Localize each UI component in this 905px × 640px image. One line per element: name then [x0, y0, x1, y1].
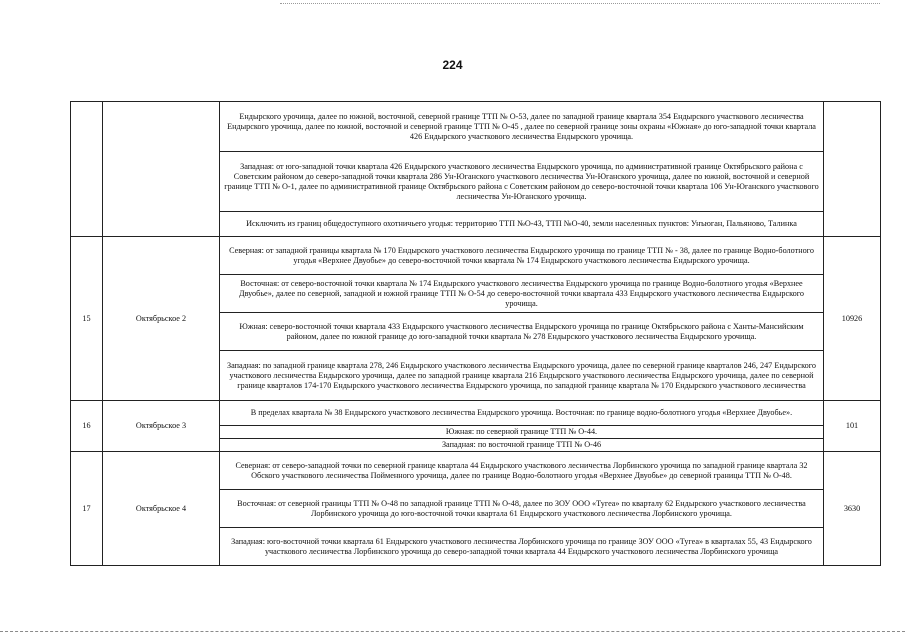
boundary-description: Северная: от западной границы квартала № 170 Ендырского участкового лесничества Ендырского урочища по границе ТТП № - 38, далее по границе Водно-болотного угодья «Верхнее Двуобье» до северо-восточной точки квартала № 174 Ендырского участкового лесничества Ендырского урочища. — [220, 237, 824, 275]
area-cell: 10926 — [824, 237, 881, 401]
boundary-description: Западная: юго-восточной точки квартала 61 Ендырского участкового лесничества Лорбинского урочища по границе ЗОУ ООО «Тугеа» в кварталах 55, 43 Ендырского участкового лесничества Лорбинского урочища до северо-западной точки квартала 44 Ендырского участкового лесничества Лорбинского урочища — [220, 528, 824, 566]
boundary-description: Исключить из границ общедоступного охотничьего угодья: территорию ТТП №О-43, ТТП №О-40, земли населенных пунктов: Унъюган, Пальяново, Талинка — [220, 212, 824, 237]
scan-edge-bottom — [0, 631, 905, 632]
boundary-description: Восточная: от северо-восточной точки квартала № 174 Ендырского участкового лесничества Ендырского урочища по границе Водно-болотного угодья «Верхнее Двуобье», далее по северной, западной и южной границе ТТП № О-54 до северо-восточной точки квартала 433 Ендырского участкового лесничества Ендырского урочища. — [220, 275, 824, 313]
ground-name-cell: Октябрьское 4 — [103, 452, 220, 566]
boundary-description: Ендырского урочища, далее по южной, восточной, северной границе ТТП № О-53, далее по западной границе квартала 354 Ендырского участкового лесничества Ендырского урочища, далее по южной, восточной и северной границе ТТП № О-45 , далее по северной границе зоны охраны «Южная» до юго-западной точки квартала 426 Ендырского участкового лесничества Ендырского урочища. — [220, 102, 824, 152]
ground-name-cell: Октябрьское 2 — [103, 237, 220, 401]
table-row — [71, 237, 881, 275]
boundary-description: Западная: по западной границе квартала 278, 246 Ендырского участкового лесничества Ендырского урочища, далее по северной границе кварталов 246, 247 Ендырского участкового лесничества Ендырского урочища, далее по западной границе квартала 216 Ендырского участкового лесничества Ендырского урочища, далее по северной границе кварталов 174-170 Ендырского участкового лесничества Ендырского урочища, по западной границе квартала № 170 Ендырского участкового лесничества — [220, 351, 824, 401]
row-number-cell: 16 — [71, 401, 103, 452]
boundary-description: Западная: по восточной границе ТТП № О-46 — [220, 439, 824, 452]
area-cell — [824, 102, 881, 237]
boundary-description: Восточная: от северной границы ТТП № О-48 по западной границе ТТП № О-48, далее по ЗОУ ООО «Тугеа» по кварталу 62 Ендырского участкового лесничества Лорбинского урочища до юго-восточной точки квартала 61 Ендырского участкового лесничества Лорбинского урочища. — [220, 490, 824, 528]
row-number-cell: 17 — [71, 452, 103, 566]
table-row — [71, 401, 881, 426]
table-row — [71, 452, 881, 490]
row-number-cell — [71, 102, 103, 237]
table-row — [71, 102, 881, 152]
page-number: 224 — [442, 58, 463, 72]
boundary-description: Южная: северо-восточной точки квартала 433 Ендырского участкового лесничества Ендырского урочища по границе Октябрьского района с Ханты-Мансийским районом, далее по южной границе до юго-западной точки квартала № 278 Ендырского участкового лесничества Ендырского урочища. — [220, 313, 824, 351]
ground-name-cell — [103, 102, 220, 237]
area-cell: 101 — [824, 401, 881, 452]
boundary-description: Южная: по северной границе ТТП № О-44. — [220, 426, 824, 439]
area-cell: 3630 — [824, 452, 881, 566]
hunting-grounds-table — [70, 101, 881, 566]
boundary-description: В пределах квартала № 38 Ендырского участкового лесничества Ендырского урочища. Восточная: по границе водно-болотного угодья «Верхнее Двуобье». — [220, 401, 824, 426]
row-number-cell: 15 — [71, 237, 103, 401]
scan-edge-top — [280, 3, 880, 4]
boundary-description: Западная: от юго-западной точки квартала 426 Ендырского участкового лесничества Ендырского урочища, по административной границе Октябрьского района с Советским районом до северо-западной точки квартала 286 Ун-Юганского участкового лесничества Ун-Юганского урочища, далее по южной, восточной и северной границе ТТП № О-1, далее по административной границе Октябрьского района с Советским районом до северо-восточной точки квартала 106 Ун-Юганского участкового лесничества Ун-Юганского урочища. — [220, 152, 824, 212]
ground-name-cell: Октябрьское 3 — [103, 401, 220, 452]
boundary-description: Северная: от северо-западной точки по северной границе квартала 44 Ендырского участкового лесничества Лорбинского урочища по западной границе квартала 32 Обского участкового лесничества Пойменного урочища, далее по границе Водно-болотного угодья «Верхнее Двуобье» до северной границы ТТП № О-48. — [220, 452, 824, 490]
